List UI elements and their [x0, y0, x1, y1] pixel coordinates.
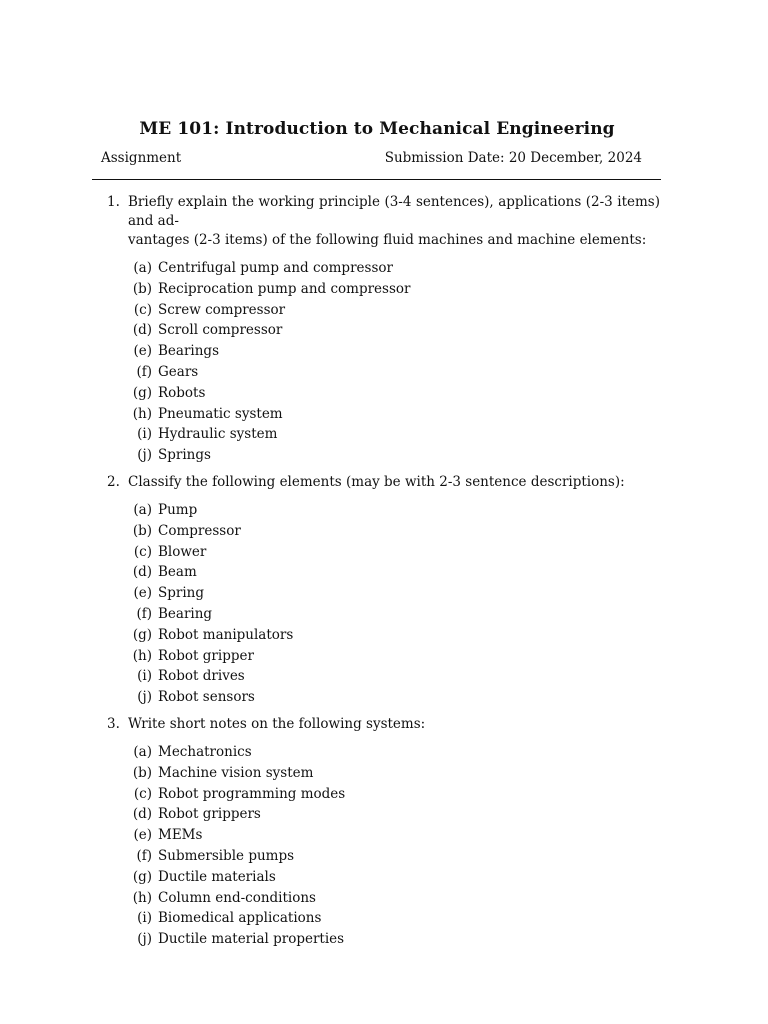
item-text: Robot manipulators — [158, 626, 294, 643]
item-text: Pneumatic system — [158, 405, 283, 422]
item-text: Scroll compressor — [158, 322, 283, 339]
list-item — [128, 258, 660, 279]
item-label: (a) — [133, 743, 152, 760]
item-label: (i) — [137, 910, 152, 927]
item-label: (g) — [132, 868, 152, 885]
item-text: Blower — [158, 543, 207, 560]
item-label: (e) — [133, 343, 152, 360]
item-label: (b) — [132, 522, 152, 539]
question-1 — [107, 193, 660, 466]
item-text: Robot gripper — [158, 647, 254, 664]
list-item — [128, 846, 660, 867]
list-item — [128, 804, 660, 825]
question-number: 3. — [107, 715, 120, 732]
item-text: Biomedical applications — [158, 910, 322, 927]
list-item — [128, 424, 660, 445]
list-item — [128, 404, 660, 425]
item-label: (a) — [133, 501, 152, 518]
list-item — [128, 763, 660, 784]
item-text: Hydraulic system — [158, 426, 278, 443]
item-label: (b) — [132, 764, 152, 781]
question-number: 1. — [107, 194, 120, 210]
item-text: Beam — [158, 564, 197, 581]
item-text: Ductile material properties — [158, 931, 345, 948]
list-item — [128, 383, 660, 404]
item-text: Gears — [158, 363, 199, 380]
item-text: MEMs — [158, 827, 203, 844]
question-number: 2. — [107, 473, 120, 490]
item-label: (d) — [132, 564, 152, 581]
item-text: Bearings — [158, 343, 219, 360]
list-item — [128, 341, 660, 362]
item-text: Screw compressor — [158, 301, 286, 318]
list-item — [128, 646, 660, 667]
list-item — [128, 445, 660, 466]
item-label: (h) — [132, 647, 152, 664]
item-label: (d) — [132, 806, 152, 823]
sub-item-list — [128, 742, 660, 950]
list-item — [128, 867, 660, 888]
document-title: ME 101: Introduction to Mechanical Engineering — [139, 119, 615, 139]
list-item — [128, 521, 660, 542]
item-label: (e) — [133, 827, 152, 844]
list-item — [128, 500, 660, 521]
item-label: (j) — [137, 689, 152, 706]
item-label: (e) — [133, 585, 152, 602]
list-item — [128, 784, 660, 805]
question-text: Classify the following elements (may be with 2-3 sentence descriptions): — [128, 473, 625, 490]
question-text: Write short notes on the following systems: — [128, 715, 426, 732]
list-item — [128, 562, 660, 583]
item-text: Pump — [158, 501, 198, 518]
list-item — [128, 888, 660, 909]
item-label: (h) — [132, 405, 152, 422]
item-text: Submersible pumps — [158, 847, 295, 864]
list-item — [128, 300, 660, 321]
list-item — [128, 929, 660, 950]
list-item — [128, 362, 660, 383]
question-text: Briefly explain the working principle (3-4 sentences), applications (2-3 items) and ad- vantages (2-3 items) of the following fluid machines and machine elements: — [128, 194, 660, 248]
item-label: (j) — [137, 931, 152, 948]
document-type: Assignment — [101, 150, 182, 166]
item-label: (h) — [132, 889, 152, 906]
list-item — [128, 625, 660, 646]
item-label: (i) — [137, 426, 152, 443]
list-item — [128, 908, 660, 929]
list-item — [128, 542, 660, 563]
list-item — [128, 666, 660, 687]
item-label: (j) — [137, 447, 152, 464]
list-item — [128, 687, 660, 708]
sub-item-list — [128, 258, 660, 466]
question-list — [107, 193, 660, 950]
item-text: Centrifugal pump and compressor — [158, 260, 393, 276]
item-text: Robot sensors — [158, 689, 255, 706]
sub-item-list — [128, 500, 660, 708]
item-label: (a) — [133, 260, 152, 276]
list-item — [128, 825, 660, 846]
item-label: (c) — [133, 785, 152, 802]
list-item — [128, 583, 660, 604]
item-label: (f) — [136, 847, 152, 864]
item-text: Robot programming modes — [158, 785, 346, 802]
item-text: Bearing — [158, 605, 213, 622]
item-text: Column end-conditions — [158, 889, 316, 906]
item-label: (g) — [132, 626, 152, 643]
list-item — [128, 604, 660, 625]
item-label: (c) — [133, 543, 152, 560]
item-label: (d) — [132, 322, 152, 339]
item-text: Machine vision system — [158, 764, 314, 781]
item-label: (f) — [136, 605, 152, 622]
item-label: (f) — [136, 363, 152, 380]
item-text: Compressor — [158, 522, 241, 539]
header-divider — [92, 179, 661, 180]
item-text: Mechatronics — [158, 743, 252, 760]
list-item — [128, 279, 660, 300]
item-label: (g) — [132, 384, 152, 401]
question-3 — [107, 715, 660, 950]
item-text: Robots — [158, 384, 206, 401]
item-text: Reciprocation pump and compressor — [158, 280, 411, 297]
item-label: (b) — [132, 280, 152, 297]
list-item — [128, 320, 660, 341]
item-text: Spring — [158, 585, 204, 602]
item-label: (i) — [137, 668, 152, 685]
question-2 — [107, 473, 660, 708]
item-label: (c) — [133, 301, 152, 318]
item-text: Robot grippers — [158, 806, 261, 823]
item-text: Ductile materials — [158, 868, 276, 885]
item-text: Springs — [158, 447, 211, 464]
submission-date: Submission Date: 20 December, 2024 — [384, 150, 642, 166]
list-item — [128, 742, 660, 763]
item-text: Robot drives — [158, 668, 245, 685]
